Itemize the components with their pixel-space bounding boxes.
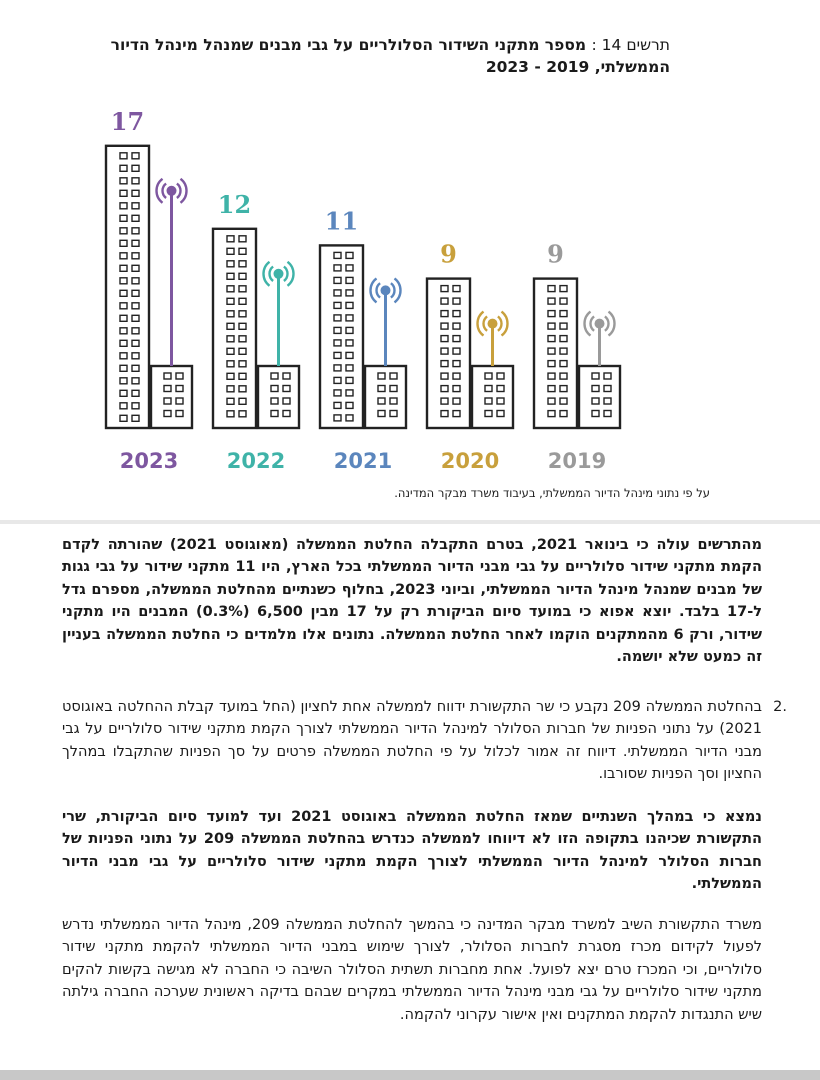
bar-2021-tall-building bbox=[320, 245, 363, 428]
bar-2023-signal-wave-right bbox=[177, 184, 181, 198]
bar-2020-signal-wave-left bbox=[484, 316, 488, 330]
bar-2022-signal-wave-left bbox=[270, 267, 274, 281]
bar-2023-tall-building bbox=[106, 146, 149, 428]
bar-2019-antenna-tip bbox=[595, 319, 605, 329]
bar-2021-antenna-tip bbox=[381, 285, 391, 295]
paragraph-findings: מהתרשים עולה כי בינואר 2021, בטרם התקבלה החלטת הממשלה (מאוגוסט 2021) שהורתה לקדם הקמת מתקני שידור סלולריים על גבי מבני הדיור הממשלתי בכל הארץ, היו 11 מתקני שידור על גבי גגות של מבנים שמנהל מינהל הדיור הממשלתי, וביוני 2023, בחלוף כשנתיים מהחלטת הממשלה, מספרם גדל ל-17 בלבד. יוצא אפוא כי במועד סיום הביקורת רק על 17 מבין 6,500 (0.3%) המבנים היו מתקני שידור, ורק 6 מהמתקנים הוקמו לאחר החלטת הממשלה. נתונים אלו מלמדים כי החלטת הממשלה בעניין זה כמעט שלא יושמה. bbox=[62, 537, 762, 666]
bar-2022-antenna-tip bbox=[274, 269, 284, 279]
bar-2023-signal-wave-left bbox=[163, 184, 167, 198]
bar-2022-signal-wave-right bbox=[284, 267, 288, 281]
bar-2023-year-label: 2023 bbox=[119, 449, 179, 473]
figure-source-note: על פי נתוני מינהל הדיור הממשלתי, בעיבוד משרד מבקר המדינה. bbox=[394, 486, 710, 500]
paragraph-reporting-finding: נמצא כי במהלך השנתיים שמאז החלטת הממשלה באוגוסט 2021 ועד למועד סיום הביקורת, שרי התקשורת שכיהנו בתקופה הזו לא דיווחו לממשלה כנדרש בהחלטת הממשלה 209 על נתוני הפניות של חברות הסלולר למינהל הדיור הממשלתי לצורך הקמת מתקני שידור סלולריים על גבי מבני הדיור הממשלתי. bbox=[62, 809, 762, 893]
paragraph-decision-209-text: בהחלטת הממשלה 209 נקבע כי שר התקשורת ידווח לממשלה אחת לחציון (החל במועד קבלת ההחלטה באוגוסט 2021) על נתוני הפניות של חברות הסלולר למינהל הדיור הממשלתי לצורך הקמת מתקני שידור סלולריים על גבי מבני הדיור הממשלתי. דיווח זה אמור לכלול על פי החלטת הממשלה פרטים על סך הפניות שהתקבלו במהלך החציון וסך הפניות שסורבו. bbox=[62, 699, 762, 783]
bar-2022-value-label: 12 bbox=[217, 189, 252, 219]
figure-title-text: מספר מתקני השידור הסלולריים על גבי מבנים שמנהל מינהל הדיור הממשלתי, 2019 - 2023 bbox=[110, 36, 670, 76]
bar-2019-year-label: 2019 bbox=[547, 449, 607, 473]
bar-2022-year-label: 2022 bbox=[226, 449, 286, 473]
antenna-buildings-chart bbox=[0, 0, 820, 480]
bar-2019-value-label: 9 bbox=[547, 239, 564, 269]
bar-2020-year-label: 2020 bbox=[440, 449, 500, 473]
bar-2019-signal-wave-left bbox=[591, 316, 595, 330]
bar-2023-antenna-tip bbox=[167, 186, 177, 196]
bar-2021-year-label: 2021 bbox=[333, 449, 393, 473]
bar-2020-signal-wave-right bbox=[498, 316, 502, 330]
bar-2020-value-label: 9 bbox=[440, 239, 457, 269]
figure-panel bbox=[0, 0, 820, 520]
bar-2021-signal-wave-right bbox=[391, 283, 395, 297]
page-divider bbox=[0, 520, 820, 524]
bar-2021-signal-wave-left bbox=[377, 283, 381, 297]
bar-2021-value-label: 11 bbox=[324, 206, 359, 236]
bar-2023-value-label: 17 bbox=[110, 106, 145, 136]
figure-title-label: תרשים 14 : bbox=[591, 36, 670, 54]
bar-2020-antenna-tip bbox=[488, 319, 498, 329]
page-bottom-edge bbox=[0, 1070, 820, 1080]
paragraph-ministry-response: משרד התקשורת השיב למשרד מבקר המדינה כי בהמשך להחלטת הממשלה 209, מינהל הדיור הממשלתי נדרש לפעול לקידום מכרז מסגרת לחברות הסלולר, לצורך שימוש במבני הדיור הממשלתי להקמת מתקני שידור סלולריים, וכי המכרז טרם יצא לפועל. אחת מחברות תשתית הסלולר השיבה כי החברה לא מגישה בקשות להקים מתקני שידור סלולריים על גבי מבני מינהל הדיור הממשלתי במקרים שבהם בדיקה ראשונית שערכה החברה גילתה שיש התנגדות להקמת המתקנים ואין אישור עקרוני להקמה. bbox=[62, 917, 762, 1023]
paragraph-number: 2. bbox=[773, 699, 787, 715]
paragraph-decision-209 bbox=[62, 696, 787, 786]
bar-2019-signal-wave-right bbox=[605, 316, 609, 330]
